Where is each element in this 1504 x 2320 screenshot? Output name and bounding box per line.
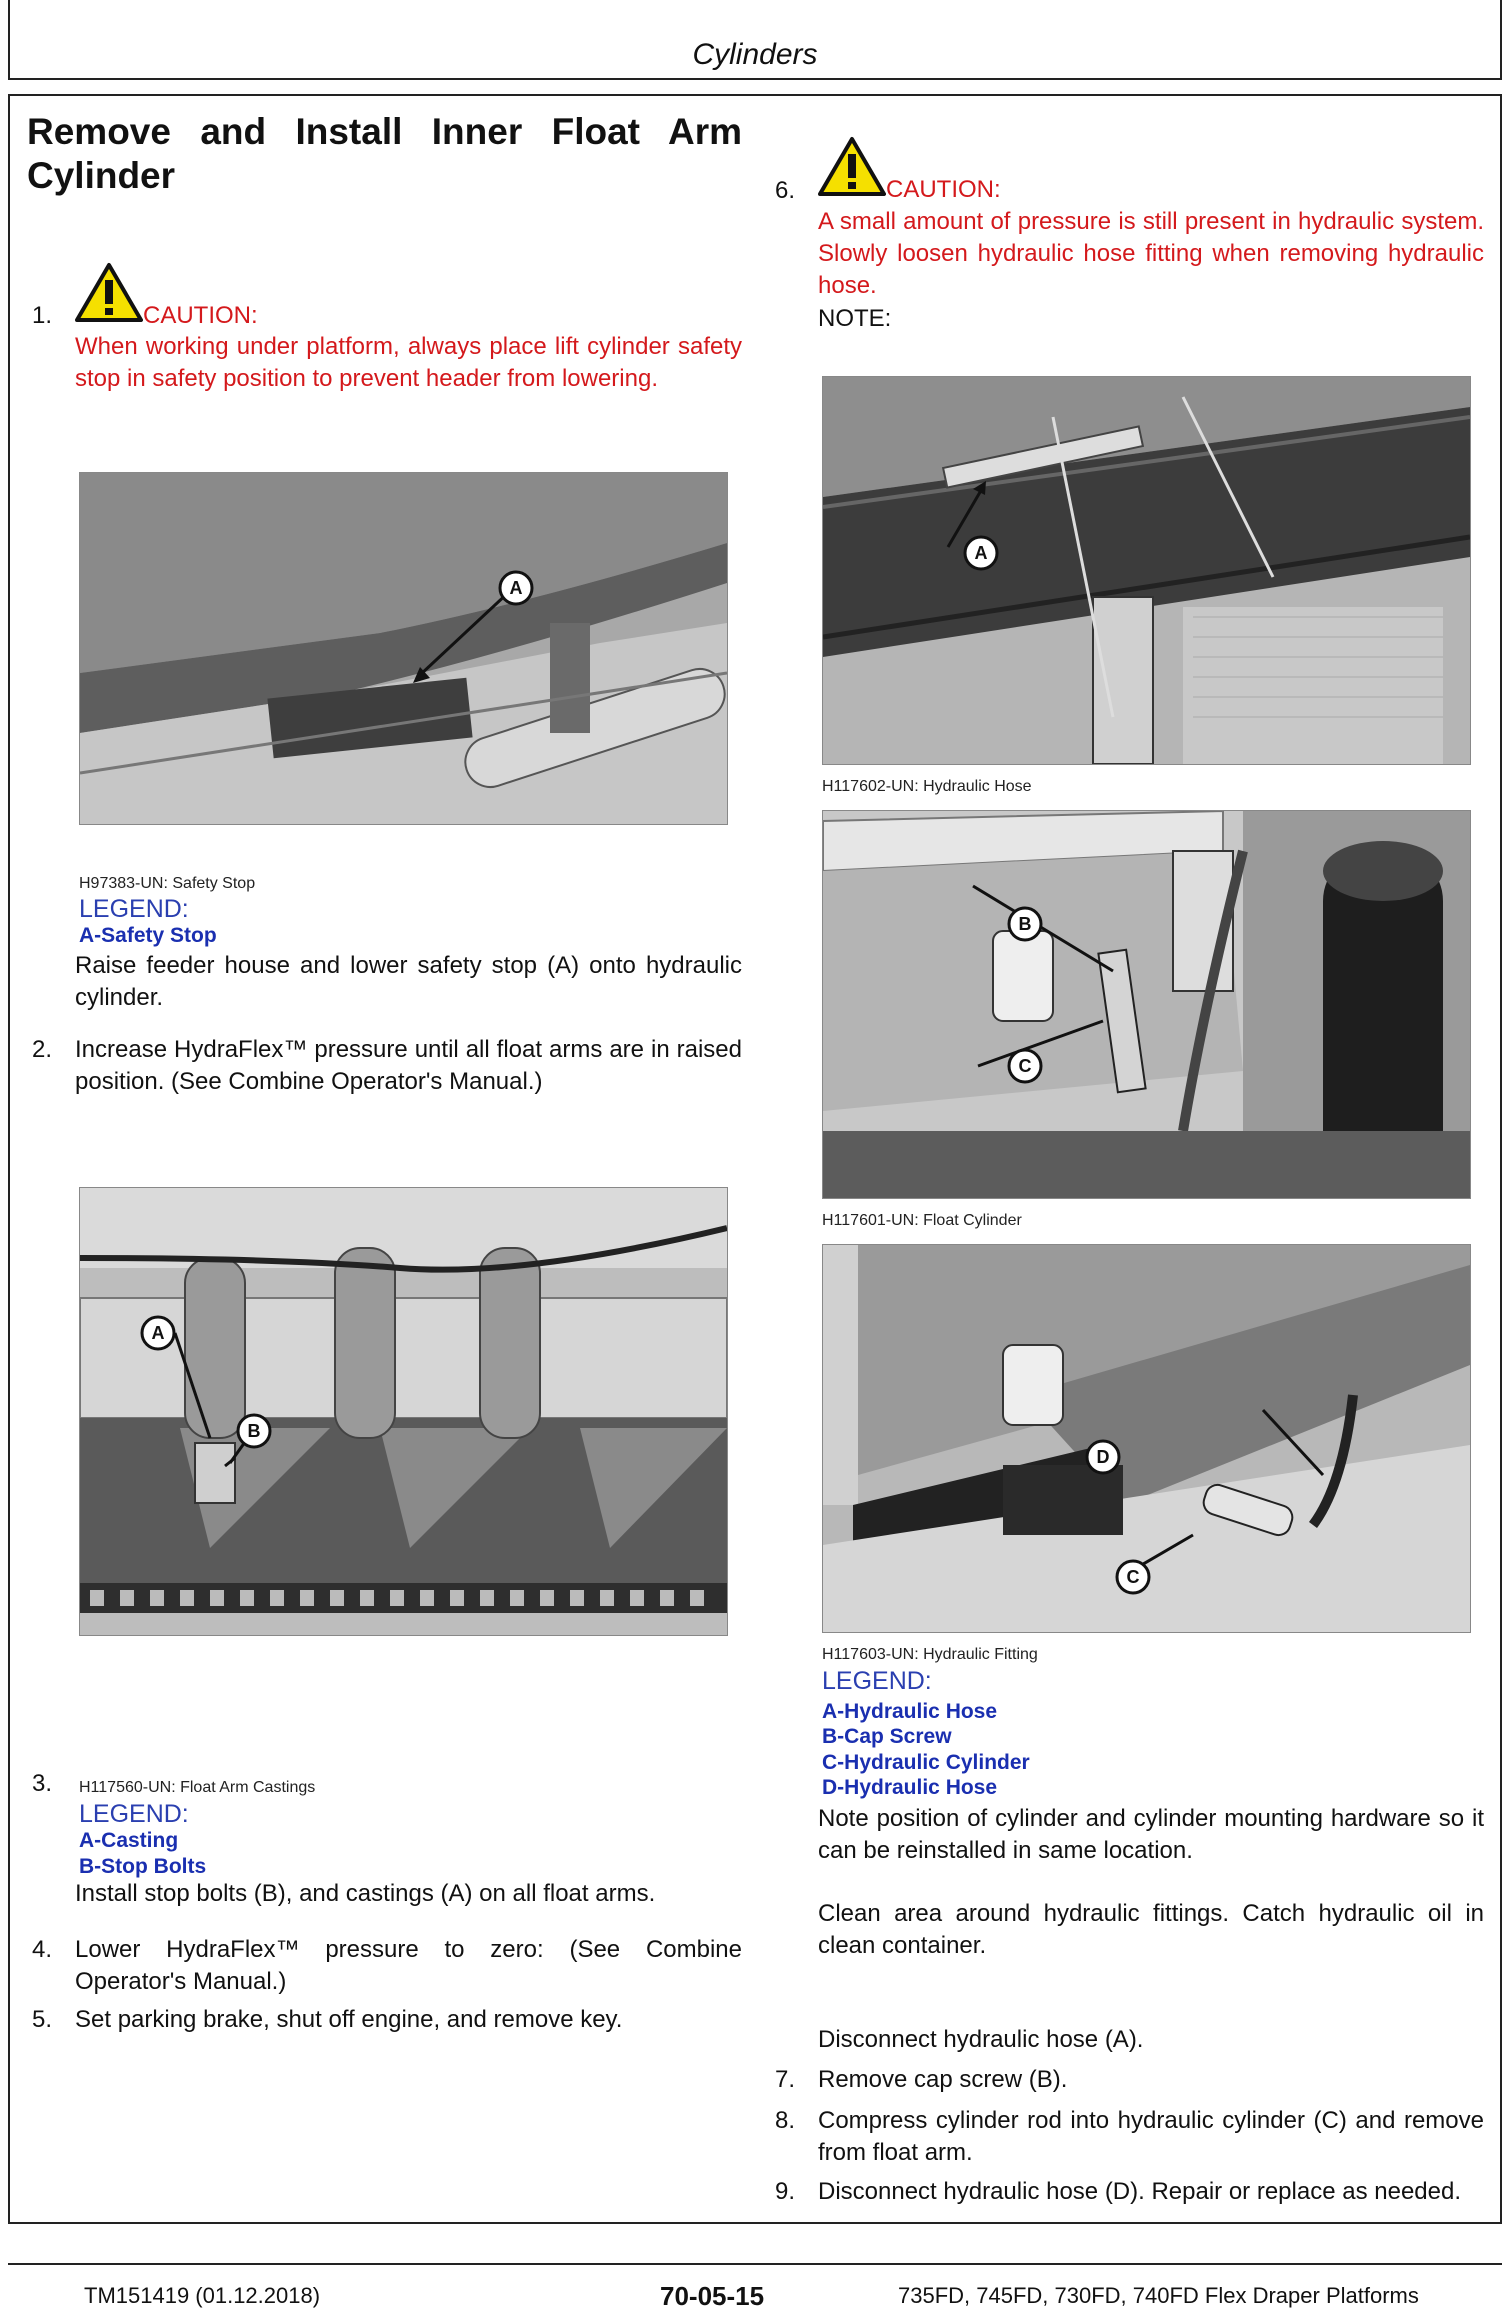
callout-label: B — [247, 1421, 261, 1441]
legend-item: D-Hydraulic Hose — [822, 1776, 998, 1799]
legend-item: B-Cap Screw — [822, 1725, 952, 1748]
step-text: Set parking brake, shut off engine, and remove key. — [75, 2006, 623, 2033]
section-title: Remove and Install Inner Float Arm Cylinder — [27, 111, 742, 196]
step-text: Lower HydraFlex™ pressure to zero: (See Combine Operator's Manual.) — [75, 1936, 742, 1995]
clean-text: Clean area around hydraulic fittings. Catch hydraulic oil in clean container. — [818, 1900, 1484, 1959]
callout-a-icon — [140, 1315, 176, 1351]
callout-label: C — [1018, 1056, 1032, 1076]
step-text: Disconnect hydraulic hose (D). Repair or replace as needed. — [818, 2178, 1461, 2205]
footer-product: 735FD, 745FD, 730FD, 740FD Flex Draper Platforms — [898, 2283, 1419, 2308]
note-label: NOTE: — [818, 305, 892, 332]
callout-label: B — [1018, 914, 1032, 934]
figure-caption: H117560-UN: Float Arm Castings — [79, 1779, 316, 1796]
callout-label: A — [151, 1323, 165, 1343]
step-number: 2. — [32, 1036, 53, 1063]
step-text: Remove cap screw (B). — [818, 2066, 1068, 2093]
step-number: 9. — [775, 2178, 796, 2205]
callout-c-icon — [1115, 1559, 1151, 1595]
legend-heading: LEGEND: — [79, 1800, 189, 1828]
page-header — [8, 0, 1502, 80]
legend-item: A-Casting — [79, 1829, 179, 1852]
caution-warning-text: A small amount of pressure is still present in hydraulic system. Slowly loosen hydraulic hose fitting when removing hydraulic hose. — [818, 208, 1484, 299]
header-title: Cylinders — [692, 38, 818, 71]
warning-triangle-icon — [75, 262, 143, 322]
legend-item: A-Hydraulic Hose — [822, 1700, 998, 1723]
step-number: 1. — [32, 302, 53, 329]
figure-caption: H117601-UN: Float Cylinder — [822, 1212, 1022, 1229]
warning-triangle-icon — [818, 136, 886, 196]
figure-float-arm-castings — [79, 1187, 728, 1636]
footer-doc-id: TM151419 (01.12.2018) — [84, 2283, 321, 2308]
step-text: Compress cylinder rod into hydraulic cylinder (C) and remove from float arm. — [818, 2107, 1484, 2166]
callout-label: C — [1126, 1567, 1140, 1587]
figure-hydraulic-hose — [822, 376, 1471, 765]
figure-float-cylinder — [822, 810, 1471, 1199]
step-number: 3. — [32, 1770, 53, 1797]
callout-b-icon — [1007, 906, 1043, 942]
callout-a-icon — [498, 570, 534, 606]
figure-caption: H117603-UN: Hydraulic Fitting — [822, 1646, 1038, 1663]
callout-c-icon — [1007, 1048, 1043, 1084]
legend-heading: LEGEND: — [79, 895, 189, 923]
figure-hydraulic-fitting — [822, 1244, 1471, 1633]
callout-d-icon — [1085, 1439, 1121, 1475]
callout-b-icon — [236, 1413, 272, 1449]
caution-label: CAUTION: — [143, 302, 258, 329]
legend-item: A-Safety Stop — [79, 924, 217, 947]
note-text: Note position of cylinder and cylinder mounting hardware so it can be reinstalled in same location. — [818, 1805, 1484, 1864]
step-number: 7. — [775, 2066, 796, 2093]
figure-caption: H117602-UN: Hydraulic Hose — [822, 778, 1032, 795]
footer-page-number: 70-05-15 — [660, 2281, 765, 2311]
step-number: 8. — [775, 2107, 796, 2134]
step-text: Install stop bolts (B), and castings (A) on all float arms. — [75, 1880, 656, 1907]
caution-label: CAUTION: — [886, 176, 1001, 203]
step-number: 5. — [32, 2006, 53, 2033]
callout-a-icon — [963, 535, 999, 571]
legend-heading: LEGEND: — [822, 1667, 932, 1695]
callout-label: A — [974, 543, 988, 563]
figure-safety-stop — [79, 472, 728, 825]
caution-warning-text: When working under platform, always place lift cylinder safety stop in safety position to prevent header from lowering. — [75, 333, 742, 392]
step-number: 4. — [32, 1936, 53, 1963]
legend-item: C-Hydraulic Cylinder — [822, 1751, 1030, 1774]
callout-label: D — [1096, 1447, 1110, 1467]
step-text: Increase HydraFlex™ pressure until all float arms are in raised position. (See Combine Operator's Manual.) — [75, 1036, 742, 1095]
callout-label: A — [509, 578, 523, 598]
legend-item: B-Stop Bolts — [79, 1855, 207, 1878]
footer-divider — [8, 2263, 1502, 2265]
step-number: 6. — [775, 177, 796, 204]
disconnect-text: Disconnect hydraulic hose (A). — [818, 2026, 1144, 2053]
step-text: Raise feeder house and lower safety stop (A) onto hydraulic cylinder. — [75, 952, 742, 1011]
figure-caption: H97383-UN: Safety Stop — [79, 875, 256, 892]
